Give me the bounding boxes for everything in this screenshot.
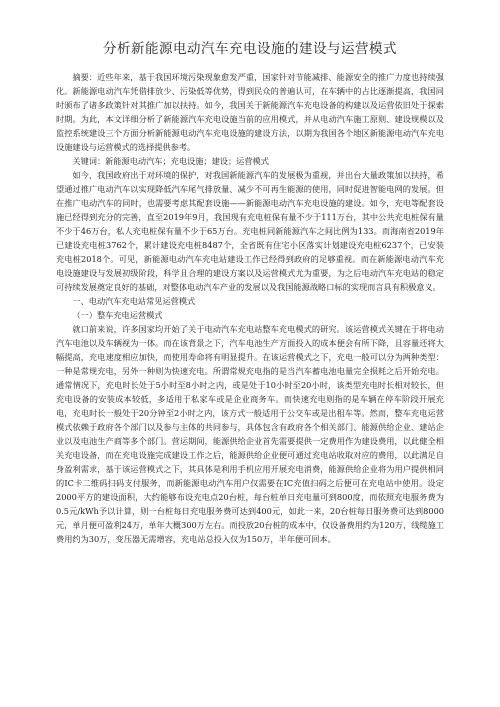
body-paragraph: 就口前来说，许多国家均开始了关于电动汽车充电站整车充电模式的研究。该运营模式关键在于将电动汽车电池以及车辆视为一体。而在该背景之下，汽车电池生产方面投入的成本便会有所下降，且容量还将大幅提高，充电速度相应加快，而使用寿命将有明显提升。在该运营模式之下，充电一般可以分为两种类型：一种是常规充电，另外一种则为快速充电。所谓常规充电指的是当汽车蓄电池电量完全损耗之后开始充电。通常情况下，充电时长处于5小时至8小时之内，或是处于10小时至20小时，该类型充电时长相对较长，但充电设备的安装成本较低，多适用于私家车或是企业商务车。而快速充电则指的是车辆在停车阶段开展充电，充电时长一般处于20分钟至2小时之内，该方式一般适用于公交车或是出租车等。然而，整车充电运营模式依赖于政府各个部门以及参与主体的共同参与，具体包含有政府各个相关部门、能源供给企业、建站企业以及电池生产商等多个部门。营运期间，能源供给企业首先需要提供一定费用作为建设费用，以此健全相关充电设备，而在充电设施完成建设工作之后，能源供给企业便可通过充电站收取对应的费用，以此满足自身盈利需求，基于该运营模式之下，其具体是利用手机应用开展充电消费，能源供给企业将为用户提供相同的IC卡二维码扫码支付服务，而新能源电动汽车用户仅需要在IC充值扫码之后便可在充电站中使用。设定2000平方的建设面积，大约能够布设充电点20台桩，每台桩单日充电量可到800度，而依照充电服务费为0.5元/kWh予以计算，则一台桩每日充电服务费可达到400元，如此一来，20台桩每日服务费可达到8000元，单月便可盈利24万，单年大概300万左右。而投放20台桩的成本中，仅设备费用约为120万，线缆施工费用约为30万，变压器无需增容，充电站总投入仅为150万，半年便可回本。	[56, 324, 444, 544]
section-heading-1: 一、电动汽车充电站常见运营模式	[72, 296, 196, 306]
subsection-heading-1-1: （一）整车充电运营模式	[72, 310, 163, 320]
intro-paragraph: 如今，我国政府出于对环境的保护，对我国新能源汽车的发展极为重视，并出台大量政策加以扶持，希望通过推广电动汽车以实现降低汽车尾气排放量、减少不可再生能源的使用，同时促进智能电网的发展。但在推广电动汽车的同时，也需要考虑其配套设施——新能源电动汽车充电设施的建设。如今，充电等配套设施已经得到充分的完善，直至2019年9月，我国现有充电桩保有量不少于111万台，其中公共充电桩保有量不少于46万台，私人充电桩保有量不少于65万台。充电桩同新能源汽车之间比例为133。而海南省2019年已建设充电桩3762个，累计建设充电桩8487个，全省既有住宅小区落实计划建设充电桩6237个，已安装充电桩2018个。可见，新能源电动汽车充电站建设工作已经得到政府的足够重视。而在新能源电动汽车充电设施建设与发展初级阶段，科学且合理的建设方案以及运营模式尤为重要，为之后电动汽车充电站的稳定可持续发展奠定良好的基础，对整体电动汽车产业的发展以及我国能源战略口标的实现而言具有积极意义。	[56, 170, 444, 292]
abstract-paragraph: 摘要：近些年来，基于我国环境污染现象愈发严重，国家针对节能减排、能源安全的推广力度也持续强化。新能源电动汽车凭借排放少、污染低等优势，得到民众的普遍认可，在车辆中的占比逐渐提高，我国同时颁布了诸多政策针对其推广加以扶持。如今，我国关于新能源汽车充电设备的构建以及运营依旧处于探索时期。为此，本文详细分析了新能源汽车充电设施当前的应用模式，并从电动汽车施工原则、建设规模以及监控系统建设三个方面分析新能源电动汽车充电设施的建设方法，以期为我国各个地区新能源电动汽车充电设施建设与运营模式的选择提供参考。	[56, 72, 444, 152]
keywords-line: 关键词：新能源电动汽车；充电设施；建设；运营模式	[72, 156, 269, 166]
paper-title: 分析新能源电动汽车充电设施的建设与运营模式	[103, 41, 397, 57]
